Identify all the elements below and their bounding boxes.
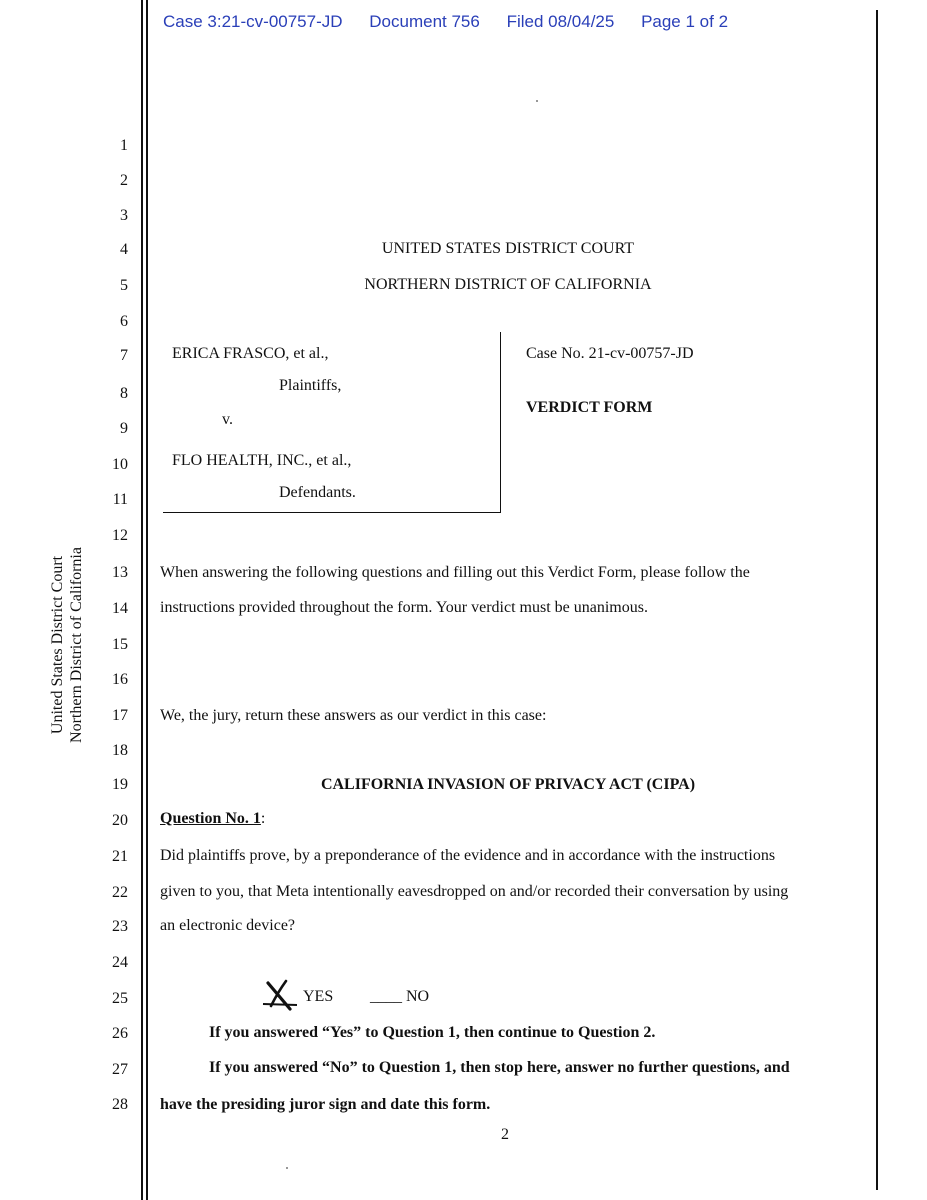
line-number: 5 <box>120 277 128 294</box>
plaintiff-name: ERICA FRASCO, et al., <box>172 345 329 362</box>
page-count-stamp: Page 1 of 2 <box>641 12 729 31</box>
versus: v. <box>222 411 233 428</box>
line-number: 3 <box>120 207 128 224</box>
line-number: 24 <box>112 954 128 971</box>
line-number: 12 <box>112 527 128 544</box>
left-margin-rule-outer <box>141 0 143 1200</box>
line-number: 22 <box>112 884 128 901</box>
court-name: UNITED STATES DISTRICT COURT <box>381 240 635 257</box>
line-number: 10 <box>112 456 128 473</box>
case-number: Case No. 21-cv-00757-JD <box>526 345 694 362</box>
line-number: 9 <box>120 420 128 437</box>
line-number: 4 <box>120 241 128 258</box>
case-number-stamp: Case 3:21-cv-00757-JD <box>163 12 343 31</box>
scan-speck <box>286 1167 288 1169</box>
line-number: 23 <box>112 918 128 935</box>
line-number: 20 <box>112 812 128 829</box>
question-text-line-2: given to you, that Meta intentionally eavesdropped on and/or recorded their conversation by using <box>160 883 789 900</box>
line-number: 15 <box>112 636 128 653</box>
filed-date-stamp: Filed 08/04/25 <box>506 12 615 31</box>
right-margin-rule <box>876 10 878 1190</box>
instructions-line-2: instructions provided throughout the form. Your verdict must be unanimous. <box>160 599 648 616</box>
yes-instruction: If you answered “Yes” to Question 1, then continue to Question 2. <box>209 1024 656 1041</box>
line-number: 6 <box>120 313 128 330</box>
left-margin-rule-inner <box>146 0 148 1200</box>
line-number: 27 <box>112 1061 128 1078</box>
form-title: VERDICT FORM <box>526 399 653 416</box>
no-answer <box>370 988 429 1006</box>
side-court-label: United States District Court Northern District of California <box>49 547 85 743</box>
document-number-stamp: Document 756 <box>369 12 480 31</box>
line-number: 2 <box>120 172 128 189</box>
filing-header <box>163 12 750 32</box>
plaintiff-role: Plaintiffs, <box>279 377 342 394</box>
scan-speck <box>536 100 538 102</box>
question-text-line-3: an electronic device? <box>160 917 296 934</box>
line-number: 17 <box>112 707 128 724</box>
line-number: 19 <box>112 776 128 793</box>
line-number: 13 <box>112 564 128 581</box>
court-district: NORTHERN DISTRICT OF CALIFORNIA <box>364 276 652 293</box>
defendant-role: Defendants. <box>279 484 356 501</box>
no-instruction-line-2: have the presiding juror sign and date this form. <box>160 1096 491 1113</box>
line-number: 14 <box>112 600 128 617</box>
yes-checkmark-x <box>260 978 300 1014</box>
line-number: 26 <box>112 1025 128 1042</box>
defendant-name: FLO HEALTH, INC., et al., <box>172 452 352 469</box>
question-heading <box>160 810 265 828</box>
line-number: 28 <box>112 1096 128 1113</box>
yes-label: YES <box>303 988 334 1005</box>
line-number: 16 <box>112 671 128 688</box>
question-label: Question No. 1 <box>160 810 261 827</box>
jury-statement: We, the jury, return these answers as our verdict in this case: <box>160 707 547 724</box>
no-instruction-line-1: If you answered “No” to Question 1, then stop here, answer no further questions, and <box>209 1059 790 1076</box>
line-number: 18 <box>112 742 128 759</box>
line-number: 11 <box>112 491 128 508</box>
no-blank: ____ <box>370 988 402 1005</box>
question-colon: : <box>260 810 266 827</box>
line-number: 7 <box>120 347 128 364</box>
section-title: CALIFORNIA INVASION OF PRIVACY ACT (CIPA) <box>320 776 696 793</box>
line-number: 1 <box>120 137 128 154</box>
instructions-line-1: When answering the following questions and filling out this Verdict Form, please follow the <box>160 564 750 581</box>
line-number: 21 <box>112 848 128 865</box>
x-mark-icon <box>260 978 300 1014</box>
page-number: 2 <box>501 1126 509 1143</box>
question-text-line-1: Did plaintiffs prove, by a preponderance of the evidence and in accordance with the instructions <box>160 847 776 864</box>
line-number: 8 <box>120 385 128 402</box>
line-number: 25 <box>112 990 128 1007</box>
no-label: NO <box>406 988 430 1005</box>
